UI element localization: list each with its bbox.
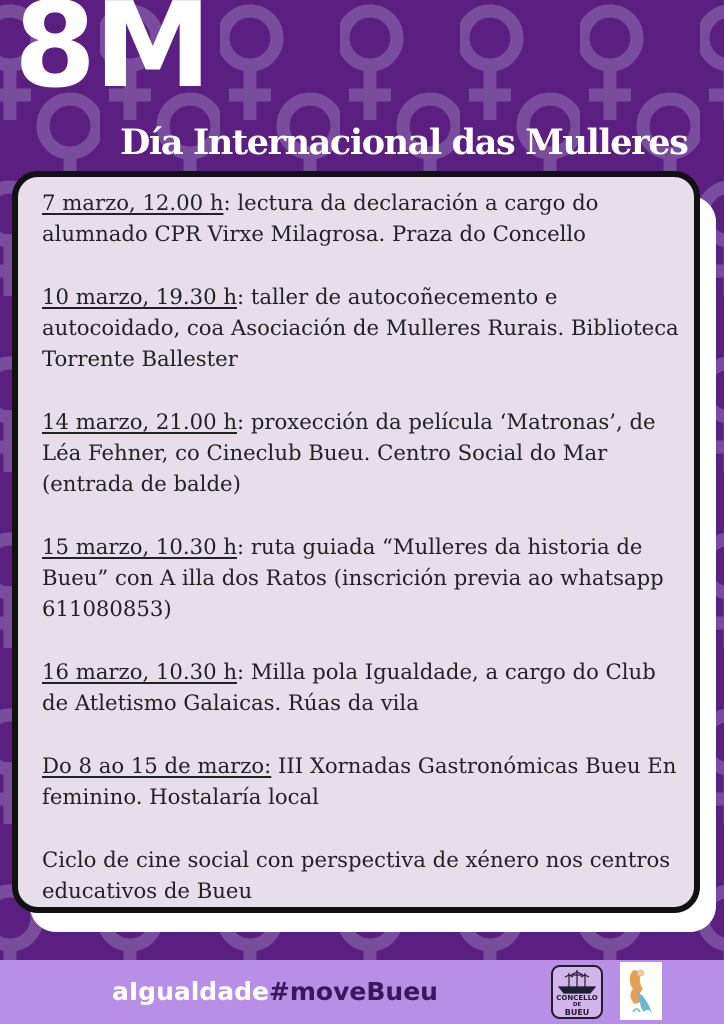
hashtag-part-1: aIgualdade [112,977,269,1006]
hashtag-part-2: #moveBueu [268,977,438,1006]
event-description: III Xornadas Gastronómicas Bueu En feminino. Hostalaría local [42,753,677,809]
logo-text-line-3: BUEU [564,1008,590,1017]
event-date: 16 marzo, 10.30 h [42,659,237,684]
event-date: 10 marzo, 19.30 h [42,284,237,309]
event-item [42,281,682,374]
event-description: : proxección da película ‘Matronas’, de Léa Fehner, co Cineclub Bueu. Centro Social do Mar (entrada de balde) [42,409,656,496]
event-item [42,750,682,812]
event-item [42,406,682,499]
mermaid-logo [620,962,662,1020]
event-date: 15 marzo, 10.30 h [42,534,237,559]
events-list [42,187,682,938]
footer-bar [0,960,724,1024]
events-card [12,171,700,913]
hashtag [112,972,438,1012]
event-description: : taller de autocoñecemento e autocoidado, coa Asociación de Mulleres Rurais. Biblioteca Torrente Ballester [42,284,679,371]
page-subtitle: Día Internacional das Mulleres [120,122,688,163]
event-date: 7 marzo, 12.00 h [42,190,224,215]
event-item [42,187,682,249]
mermaid-logo-icon [620,962,662,1020]
headline-8m: 8M [14,0,210,114]
event-date: 14 marzo, 21.00 h [42,409,237,434]
event-description: : ruta guiada “Mulleres da historia de Bueu” con A illa dos Ratos (inscrición previa ao whatsapp 611080853) [42,534,664,621]
event-item [42,844,682,906]
logo-text-line-2: DE [572,1002,582,1008]
concello-bueu-logo [551,965,603,1019]
event-item [42,531,682,624]
event-description: : lectura da declaración a cargo do alumnado CPR Virxe Milagrosa. Praza do Concello [42,190,599,246]
event-description: : Milla pola Igualdade, a cargo do Club de Atletismo Galaicas. Rúas da vila [42,659,656,715]
event-description: Ciclo de cine social con perspectiva de xénero nos centros educativos de Bueu [42,847,671,903]
ship-logo-icon [553,967,601,995]
event-date: Do 8 ao 15 de marzo: [42,753,272,778]
logo-text-line-1: CONCELLO [556,994,598,1002]
event-item [42,656,682,718]
